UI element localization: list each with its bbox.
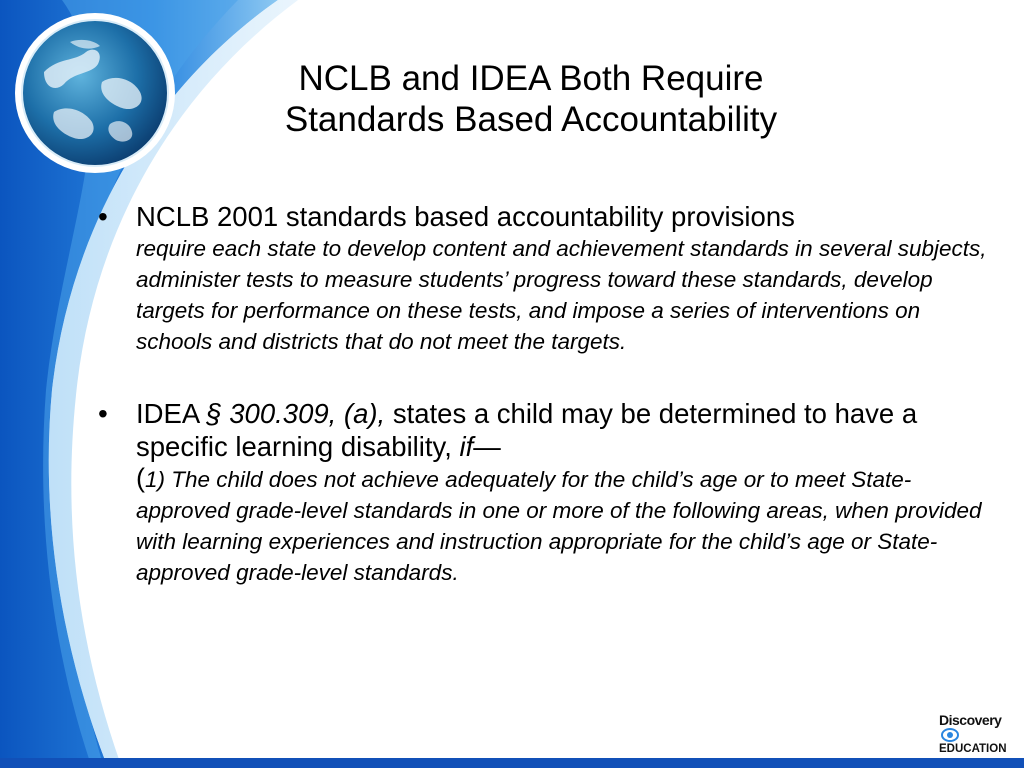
lead-citation: § 300.309, (a), [206, 398, 386, 429]
lead-dash: — [473, 431, 501, 462]
lead-prefix: IDEA [136, 398, 207, 429]
logo-top-text: Discovery [939, 712, 1002, 728]
bullet-lead-text [136, 397, 998, 463]
title-line-1: NCLB and IDEA Both Require [298, 59, 764, 98]
title-line-2: Standards Based Accountability [284, 100, 778, 139]
lead-if: if [459, 431, 474, 462]
detail-body: 1) The child does not achieve adequately for the child’s age or to meet State-approved grade-level standards in one or more of the following areas, when provided with learning experiences and instruction appropriate for the child’s age or State-approved grade-level standards. [136, 467, 982, 585]
bullet-item-idea [98, 397, 998, 588]
bullet-lead-text: NCLB 2001 standards based accountability provisions [136, 201, 795, 232]
discovery-education-logo [936, 710, 1014, 762]
lead-suffix: states a child may be determined to have a specific learning disability, [136, 398, 918, 462]
detail-paren: ( [136, 463, 145, 493]
slide-title [236, 58, 826, 140]
bullet-marker: • [98, 201, 108, 232]
bullet-list [98, 200, 998, 588]
earth-globe-icon [14, 12, 176, 174]
globe-logo-icon [940, 727, 960, 743]
bullet-detail-text: require each state to develop content and achievement standards in several subjects, administer tests to measure students’ progress toward these standards, develop targets for performance on these tests, and impose a series of interventions on schools and districts that do not meet the targets. [136, 236, 987, 354]
logo-bottom-text: EDUCATION [939, 743, 1007, 755]
bullet-item-nclb [98, 200, 998, 357]
bullet-detail-text [136, 463, 998, 588]
bullet-marker: • [98, 398, 108, 429]
bottom-bar [0, 758, 1024, 768]
